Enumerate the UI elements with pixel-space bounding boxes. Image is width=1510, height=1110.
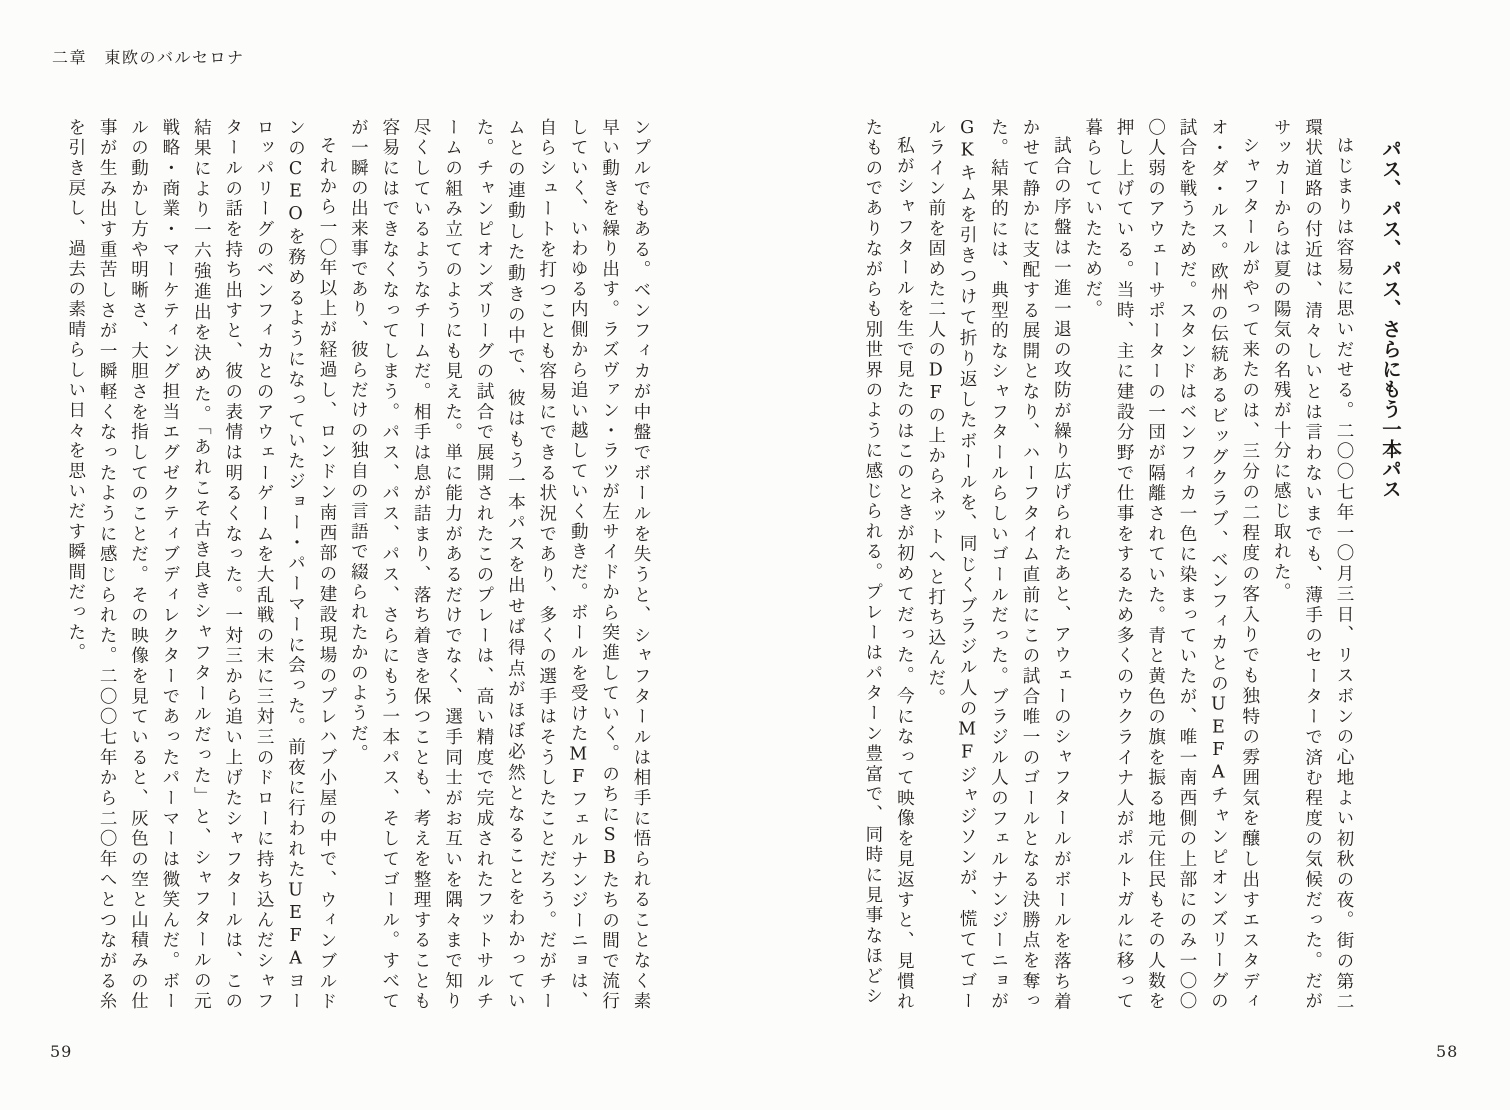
body-paragraph: それから一〇年以上が経過し、ロンドン南西部の建設現場のプレハブ小屋の中で、ウィンブルドンのCEOを務めるようになっていたジョー・パーマーに会った。前夜に行われたUEFAヨーロッパリーグのベンフィカとのアウェーゲームを大乱戦の末に三対三のドローに持ち込んだシャフタールの話を持ち出すと、彼の表情は明るくなった。一対三から追い上げたシャフタールは、この結果により一六強進出を決めた。「あれこそ古き良きシャフタールだった」と、シャフタールの元戦略・商業・マーケティング担当エグゼクティブディレクターであったパーマーは微笑んだ。ボールの動かし方や明晰さ、大胆さを指してのことだ。その映像を見ていると、灰色の空と山積みの仕事が生み出す重苦しさが一瞬軽くなったように感じられた。二〇〇七年から二〇年へとつながる糸を引き戻し、過去の素晴らしい日々を思いだす瞬間だった。: [65, 118, 337, 1012]
section-title: パス、パス、パス、さらにもう一本パス: [1379, 139, 1402, 499]
running-head: 二章 東欧のバルセロナ: [52, 48, 245, 67]
body-paragraph: 私がシャフタールを生で見たのはこのときが初めてだった。今になって映像を見返すと、見慣れたものでありながらも別世界のように感じられる。プレーはパターン豊富で、同時に見事なほどシ: [862, 118, 915, 1012]
body-paragraph: ンプルでもある。ベンフィカが中盤でボールを失うと、シャフタールは相手に悟られることなく素早い動きを繰り出す。ラズヴァン・ラツが左サイドから突進していく。のちにSBたちの間で流行していく、いわゆる内側から追い越していく動きだ。ボールを受けたMFフェルナンジーニョは、自らシュートを打つことも容易にできる状況であり、多くの選手はそうしたことだろう。だがチームとの連動した動きの中で、彼はもう一本パスを出せば得点がほぼ必然となることをわかっていた。チャンピオンズリーグの試合で展開されたこのプレーは、高い精度で完成されたフットサルチームの組み立てのようにも見えた。単に能力があるだけでなく、選手同士がお互いを隅々まで知り尽くしているようなチームだ。相手は息が詰まり、落ち着きを保つことも、考えを整理することも容易にはできなくなってしまう。パス、パス、パス、さらにもう一本パス、そしてゴール。すべてが一瞬の出来事であり、彼らだけの独自の言語で綴られたかのようだ。: [348, 118, 651, 1012]
body-paragraph: 試合の序盤は一進一退の攻防が繰り広げられたあと、アウェーのシャフタールがボールを落ち着かせて静かに支配する展開となり、ハーフタイム直前にこの試合唯一のゴールとなる決勝点を奪った。結果的には、典型的なシャフタールらしいゴールだった。ブラジル人のフェルナンジーニョがGKキムを引きつけて折り返したボールを、同じくブラジル人のMFジャジソンが、慌ててゴールライン前を固めた二人のDFの上からネットへと打ち込んだ。: [925, 118, 1072, 1012]
left-page-body: [52, 118, 656, 1012]
page-number-right: 58: [1436, 1042, 1459, 1061]
page-number-left: 59: [50, 1042, 73, 1061]
body-paragraph: はじまりは容易に思いだせる。二〇〇七年一〇月三日、リスボンの心地よい初秋の夜。街の第二環状道路の付近は、清々しいとは言わないまでも、薄手のセーターで済む程度の気候だった。だがサッカーからは夏の陽気の名残が十分に感じ取れた。: [1271, 118, 1354, 1012]
body-paragraph: シャフタールがやって来たのは、三分の二程度の客入りでも独特の雰囲気を醸し出すエスタディオ・ダ・ルス。欧州の伝統あるビッグクラブ、ベンフィカとのUEFAチャンピオンズリーグの試合を戦うためだ。スタンドはベンフィカ一色に染まっていたが、唯一南西側の上部にのみ一〇〇〇人弱のアウェーサポーターの一団が隔離されていた。青と黄色の旗を振る地元住民もその人数を押し上げている。当時、主に建設分野で仕事をするため多くのウクライナ人がポルトガルに移って暮らしていたためだ。: [1082, 118, 1260, 1012]
